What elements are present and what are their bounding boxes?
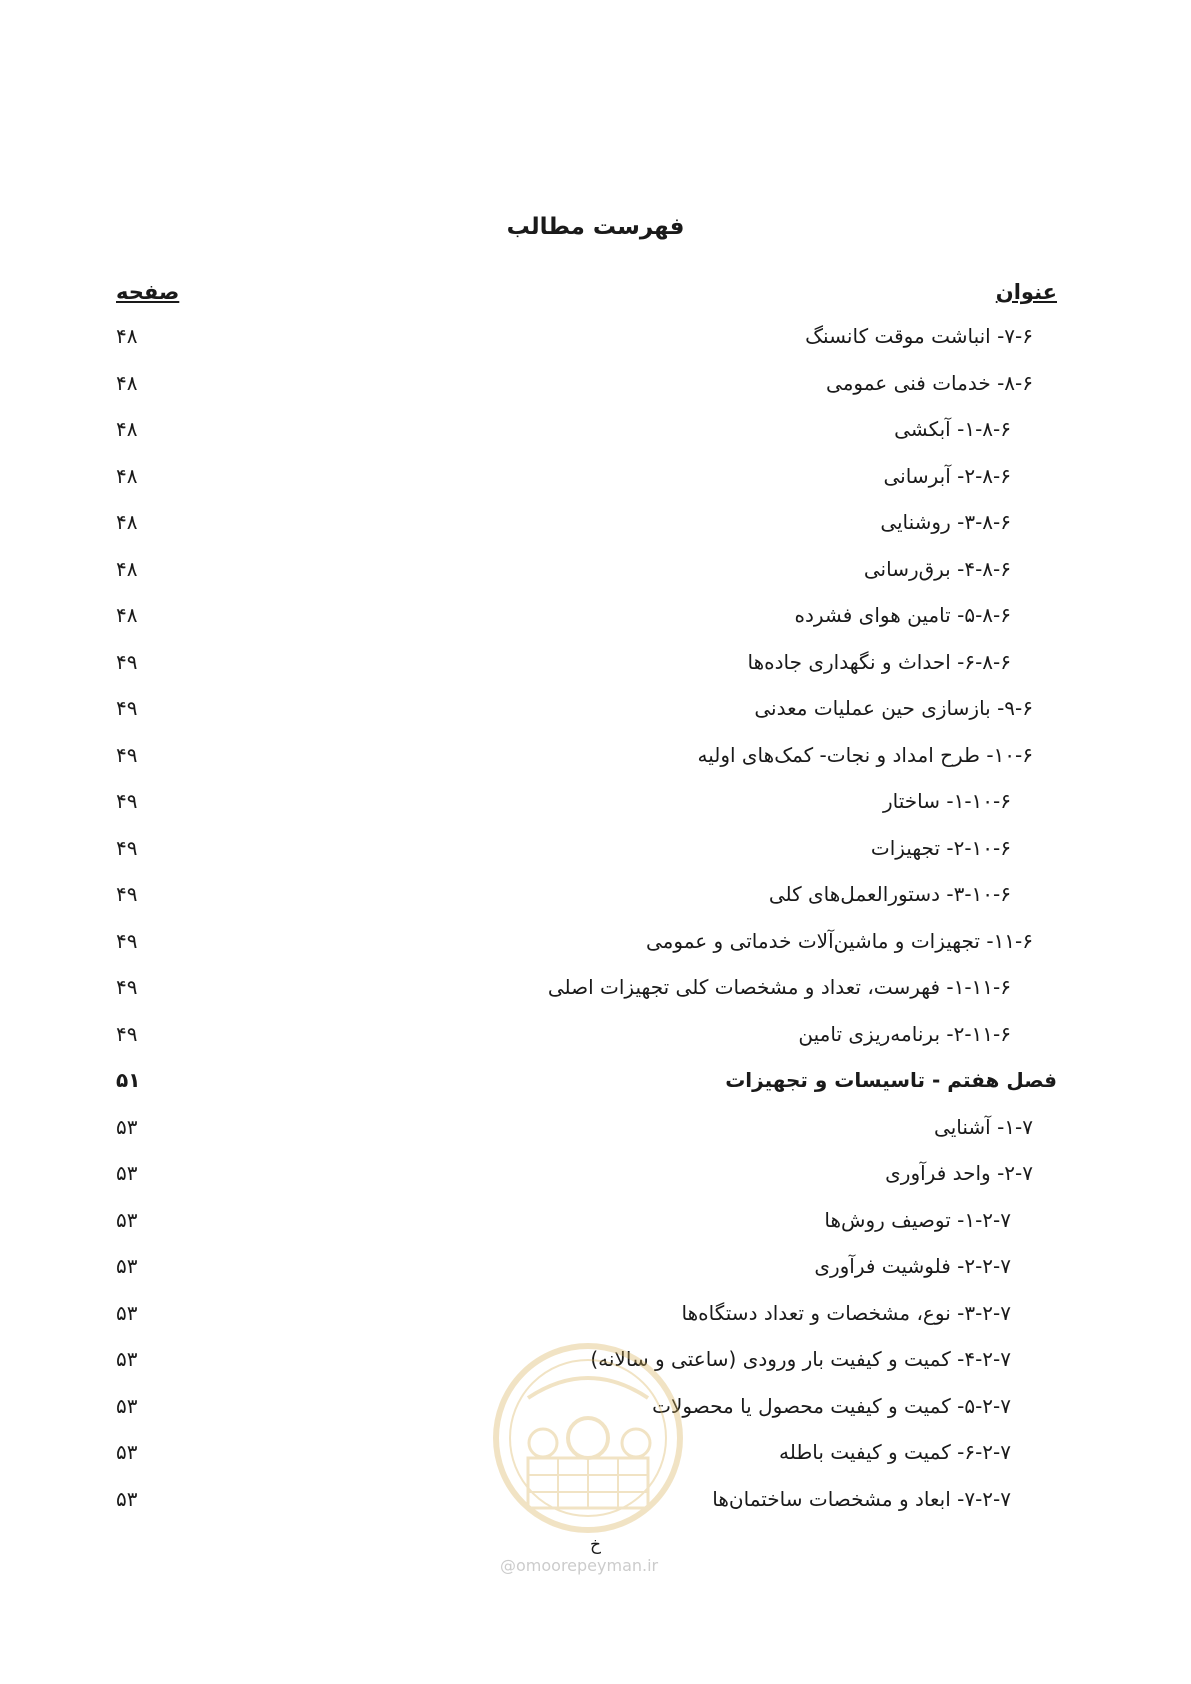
page-title: فهرست مطالب [506, 214, 685, 240]
toc-entry-page: ۴۹ [116, 928, 138, 953]
title-column-header: عنوان [995, 280, 1057, 304]
toc-entry-title: ۷-۲-۷- ابعاد و مشخصات ساختمان‌ها [712, 1486, 1011, 1511]
toc-entry [0, 828, 1191, 875]
toc-entry-title: ۱-۸-۶- آبکشی [894, 417, 1011, 441]
toc-entry [0, 688, 1191, 735]
toc-entry-page: ۴۹ [116, 696, 138, 720]
toc-entry-title: ۶-۸-۶- احداث و نگهداری جاده‌ها [747, 649, 1011, 674]
toc-entry-title: ۵-۲-۷- کمیت و کیفیت محصول یا محصولات [652, 1393, 1011, 1418]
toc-entry [0, 1060, 1191, 1107]
toc-entry [0, 1153, 1191, 1200]
toc-entry-page: ۴۸ [116, 510, 138, 534]
toc-entry-title: ۲-۲-۷- فلوشیت فرآوری [814, 1254, 1011, 1278]
toc-entry-title: ۳-۲-۷- نوع، مشخصات و تعداد دستگاه‌ها [681, 1300, 1011, 1325]
toc-entry [0, 363, 1191, 410]
toc-entry-title: ۱۰-۶- طرح امداد و نجات- کمک‌های اولیه [697, 742, 1033, 767]
toc-entry-page: ۵۳ [116, 1161, 138, 1185]
toc-entry-page: ۴۹ [116, 742, 138, 767]
toc-entry-title: ۸-۶- خدمات فنی عمومی [826, 370, 1033, 395]
toc-entry-title: ۴-۸-۶- برق‌رسانی [863, 556, 1011, 581]
toc-entry [0, 921, 1191, 968]
toc-entry [0, 967, 1191, 1014]
toc-entry-title: ۱-۱۰-۶- ساختار [883, 789, 1011, 813]
toc-entry-page: ۴۹ [116, 835, 138, 860]
toc-entry-page: ۴۹ [116, 975, 138, 999]
toc-entry-page: ۵۳ [116, 1393, 138, 1418]
toc-entry-title: فصل هفتم - تاسیسات و تجهیزات [725, 1068, 1057, 1092]
toc-entry-page: ۴۹ [116, 1021, 138, 1046]
toc-entry-page: ۴۹ [116, 789, 138, 813]
toc-entry-page: ۵۳ [116, 1114, 138, 1139]
toc-entry-page: ۴۹ [116, 649, 138, 674]
toc-entry [0, 502, 1191, 549]
toc-entry [0, 1246, 1191, 1293]
watermark-seal-icon [488, 1338, 688, 1538]
toc-entry-title: ۶-۲-۷- کمیت و کیفیت باطله [778, 1440, 1011, 1464]
toc-entry-title: ۳-۱۰-۶- دستورالعمل‌های کلی [768, 882, 1011, 906]
toc-entry-page: ۵۱ [116, 1068, 141, 1092]
toc-entry-page: ۵۳ [116, 1440, 138, 1464]
toc-entry-page: ۵۳ [116, 1254, 138, 1278]
toc-entry-page: ۴۸ [116, 417, 138, 441]
watermark-url: @omoorepeyman.ir [500, 1556, 659, 1575]
toc-entry-title: ۴-۲-۷- کمیت و کیفیت بار ورودی (ساعتی و سالانه) [590, 1347, 1011, 1371]
toc-entry [0, 735, 1191, 782]
toc-entry-page: ۴۸ [116, 556, 138, 581]
toc-entry-title: ۱-۱۱-۶- فهرست، تعداد و مشخصات کلی تجهیزات اصلی [547, 975, 1011, 999]
toc-entry [0, 642, 1191, 689]
toc-entry-title: ۵-۸-۶- تامین هوای فشرده [794, 603, 1011, 627]
toc-entry [0, 1107, 1191, 1154]
toc-entry-page: ۴۸ [116, 463, 138, 488]
toc-entry-page: ۵۳ [116, 1207, 138, 1232]
toc-entry-title: ۳-۸-۶- روشنایی [880, 510, 1011, 534]
toc-entry-title: ۱-۷- آشنایی [934, 1114, 1033, 1139]
toc-entry-title: ۱۱-۶- تجهیزات و ماشین‌آلات خدماتی و عمومی [645, 928, 1033, 953]
toc-entry-page: ۴۸ [116, 603, 138, 627]
toc-entry-title: ۲-۷- واحد فرآوری [885, 1161, 1033, 1185]
toc-entry-page: ۵۳ [116, 1486, 138, 1511]
toc-entry-title: ۲-۱۱-۶- برنامه‌ریزی تامین [798, 1021, 1011, 1046]
toc-entry-title: ۲-۸-۶- آبرسانی [883, 463, 1011, 488]
toc-entry [0, 1293, 1191, 1340]
toc-entry-page: ۴۸ [116, 324, 138, 348]
toc-entry-title: ۹-۶- بازسازی حین عملیات معدنی [754, 696, 1033, 720]
toc-entry-page: ۵۳ [116, 1347, 138, 1371]
toc-entry [0, 409, 1191, 456]
toc-entry-page: ۵۳ [116, 1300, 138, 1325]
page-column-header: صفحه [116, 280, 180, 304]
toc-entry [0, 1014, 1191, 1061]
toc-entry-page: ۴۹ [116, 882, 138, 906]
toc-entry-title: ۲-۱۰-۶- تجهیزات [870, 835, 1011, 860]
toc-entry [0, 874, 1191, 921]
toc-entry-page: ۴۸ [116, 370, 138, 395]
toc-entry [0, 549, 1191, 596]
toc-entry [0, 456, 1191, 503]
toc-entry-title: ۱-۲-۷- توصیف روش‌ها [824, 1207, 1011, 1232]
toc-entry [0, 1200, 1191, 1247]
toc-entry [0, 595, 1191, 642]
footer-page-number: خ [590, 1535, 601, 1555]
toc-entry-title: ۷-۶- انباشت موقت کانسنگ [805, 324, 1033, 348]
toc-entry [0, 316, 1191, 363]
toc-entry [0, 781, 1191, 828]
